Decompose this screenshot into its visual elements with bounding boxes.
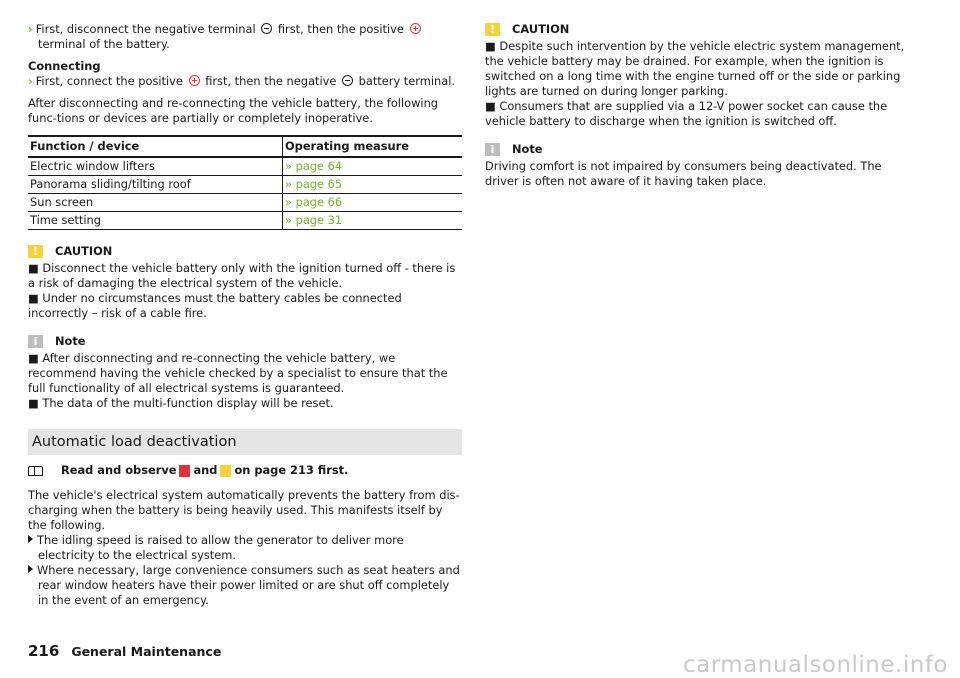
note-item: ■ The data of the multi-function display will be reset. [28, 396, 334, 410]
warning-icon [28, 245, 43, 258]
page-footer [28, 644, 221, 659]
step-arrow-icon: › [28, 74, 33, 88]
caution-item: ■ Under no circumstances must the battery cables be connected incorrectly – risk of a cable fire. [28, 291, 402, 320]
book-icon [28, 466, 43, 476]
right-column [485, 22, 915, 189]
caution-item: ■ Despite such intervention by the vehicle electric system management, the vehicle battery may be drained. For example, when the ignition is switched on a long time with the engine turned off or the side or parking lights are turned on during longer parking. [485, 39, 905, 98]
caution-item: ■ Disconnect the vehicle battery only with the ignition turned off - there is a risk of damaging the electrical system of the vehicle. [28, 261, 456, 290]
page-link[interactable]: » page 66 [283, 194, 463, 212]
table-row: Panorama sliding/tilting roof » page 65 [28, 176, 462, 194]
function-table [28, 135, 462, 230]
chapter-title: General Maintenance [71, 644, 222, 659]
note-heading: i Note [485, 142, 915, 157]
read-observe-line: Read and observe and on page 213 first. [28, 463, 462, 478]
positive-terminal-icon [189, 75, 200, 86]
bullet-triangle-icon [28, 565, 33, 573]
list-item: Where necessary, large convenience consumers such as seat heaters and rear window heaters have their power limited or are shut off completely in the event of an emergency. [28, 563, 462, 608]
page-number: 216 [28, 642, 60, 660]
negative-terminal-icon [261, 23, 272, 34]
bullet-triangle-icon [28, 535, 33, 543]
list-item: The idling speed is raised to allow the generator to deliver more electricity to the electrical system. [28, 533, 462, 563]
table-header-function: Function / device [28, 136, 283, 157]
negative-terminal-icon [342, 75, 353, 86]
page-link[interactable]: » page 64 [283, 157, 463, 176]
caution-item: ■ Consumers that are supplied via a 12-V power socket can cause the vehicle battery to discharge when the ignition is switched off. [485, 99, 888, 128]
warning-red-icon [179, 465, 190, 477]
body-paragraph: The vehicle's electrical system automatically prevents the battery from dis-charging when the battery is being heavily used. This manifests itself by the following. [28, 488, 460, 532]
connecting-heading: Connecting [28, 59, 101, 73]
page-link[interactable]: » page 65 [283, 176, 463, 194]
step-connect: › First, connect the positive first, then the negative battery terminal. [28, 74, 456, 88]
left-column [28, 22, 462, 608]
step-arrow-icon: › [28, 22, 33, 36]
table-header-measure: Operating measure [283, 136, 463, 157]
table-row: Sun screen » page 66 [28, 194, 462, 212]
positive-terminal-icon [410, 23, 421, 34]
caution-heading: ! CAUTION [28, 244, 462, 259]
step-disconnect: › First, disconnect the negative terminal first, then the positive terminal of the battery. [28, 22, 462, 52]
table-row: Time setting » page 31 [28, 212, 462, 230]
watermark: carmanualsonline.info [682, 652, 948, 678]
warning-icon [485, 23, 500, 36]
info-icon [485, 143, 500, 156]
table-row: Electric window lifters » page 64 [28, 157, 462, 176]
section-title: Automatic load deactivation [28, 429, 462, 455]
note-heading: i Note [28, 334, 462, 349]
intro-paragraph: After disconnecting and re-connecting the vehicle battery, the following func-tions or devices are partially or completely inoperative. [28, 96, 439, 125]
note-item: ■ After disconnecting and re-connecting the vehicle battery, we recommend having the vehicle checked by a specialist to ensure that the full functionality of all electrical systems is guaranteed. [28, 351, 448, 395]
note-text: Driving comfort is not impaired by consumers being deactivated. The driver is often not aware of it having taken place. [485, 159, 882, 188]
info-icon [28, 335, 43, 348]
page-link[interactable]: » page 31 [283, 212, 463, 230]
caution-yellow-icon [220, 465, 231, 477]
caution-heading: ! CAUTION [485, 22, 915, 37]
